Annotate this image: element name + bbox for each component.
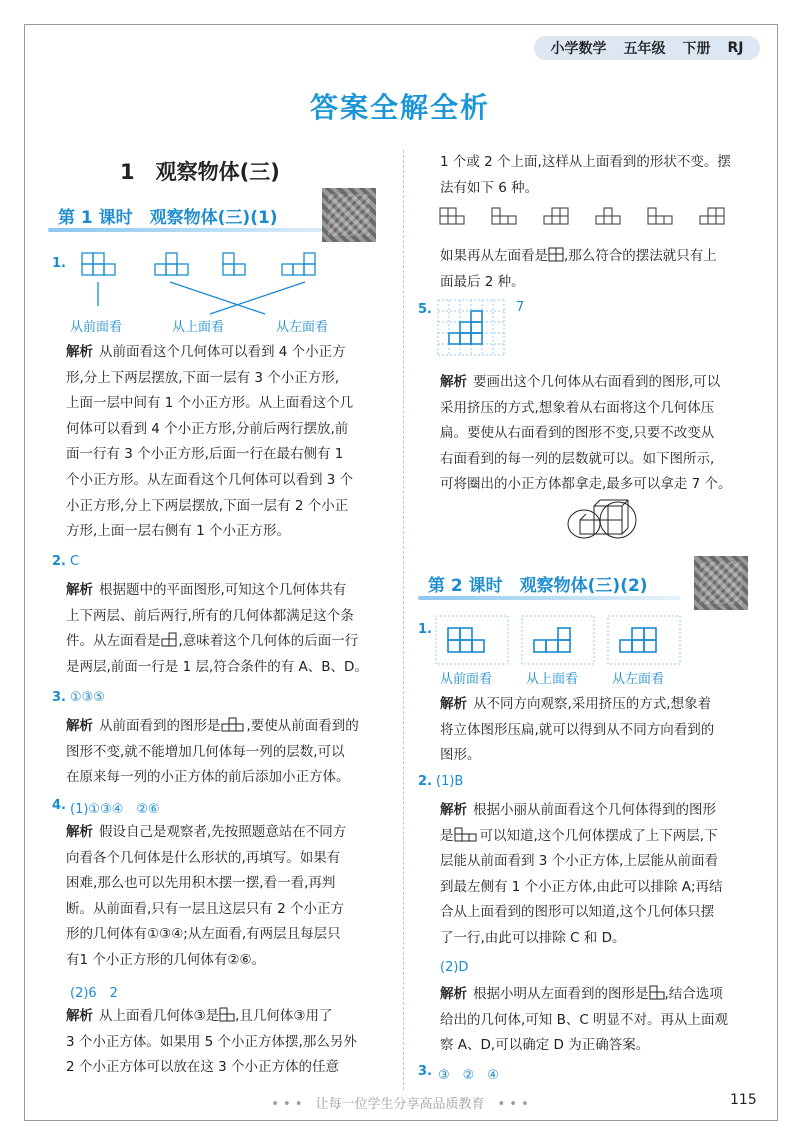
right-continued [440, 150, 770, 201]
analysis-line: ,那么符合的摆法就只有上 [564, 248, 717, 264]
q5-number: 5. [418, 302, 432, 317]
analysis-line: 可将圈出的小正方体都拿走,最多可以拿走 7 个。 [440, 476, 732, 493]
analysis-line: 根据题中的平面图形,可知这个几何体共有 [99, 582, 347, 598]
q1-label-left: 从左面看 [276, 320, 329, 335]
analysis-label: 解析 [66, 824, 93, 840]
l2q3-number: 3. [418, 1064, 432, 1079]
l2q1-views-figure [436, 616, 776, 668]
analysis-line: 给出的几何体,可知 B、C 明显不对。再从上面观 [440, 1011, 729, 1028]
analysis-line: 向看各个几何体是什么形状的,再填写。如果有 [66, 849, 341, 866]
l2q1-label-front: 从前面看 [440, 672, 493, 687]
header-subject: 小学数学 [550, 41, 607, 57]
q4-number: 4. [52, 798, 66, 813]
l2q2-number: 2. [418, 774, 432, 789]
analysis-label: 解析 [66, 344, 93, 360]
analysis-line: 可以知道,这个几何体摆成了上下两层,下 [479, 827, 718, 844]
q2-number: 2. [52, 554, 66, 569]
analysis-line: 面一行有 3 个小正方形,后面一行在最右侧有 1 [66, 446, 344, 463]
header-edition: RJ [727, 40, 744, 56]
analysis-line: ,要使从前面看到的 [246, 718, 359, 734]
analysis-label: 解析 [440, 696, 467, 712]
right-continued-2 [440, 244, 770, 295]
analysis-line: 右面看到的每一列的层数就可以。如下图所示, [440, 450, 715, 467]
small-shape-icon [649, 986, 665, 1000]
analysis-line: 察 A、D,可以确定 D 为正确答案。 [440, 1037, 650, 1054]
q1-analysis [66, 340, 396, 545]
analysis-line: 从前面看这个几何体可以看到 4 个小正方 [99, 344, 346, 360]
l2q2-analysis-2 [440, 982, 770, 1059]
analysis-line: 从上面看几何体③是 [99, 1008, 220, 1024]
q3-answer: ①③⑤ [70, 690, 105, 705]
l2q1-label-top: 从上面看 [526, 672, 579, 687]
analysis-line: 形,分上下两层摆放,下面一层有 3 个小正方形, [66, 369, 340, 386]
l2q2-analysis [440, 798, 770, 952]
analysis-line: 件。从左面看是 [66, 633, 161, 650]
six-arrangements-figure [438, 204, 768, 234]
footer-slogan: • • • 让每一位学生分享高品质教育 • • • [271, 1097, 529, 1112]
header-term: 下册 [682, 41, 711, 57]
q5-grid-figure [438, 300, 508, 358]
analysis-line: 形的几何体有①③④;从左面看,有两层且每层只 [66, 926, 341, 943]
l2q2-answer-2: (2)D [440, 960, 469, 975]
analysis-label: 解析 [440, 802, 467, 818]
small-shape-icon [221, 718, 247, 732]
analysis-line: 图形。 [440, 747, 481, 764]
analysis-line: 断。从前面看,只有一层且这层只有 2 个小正方 [66, 900, 344, 917]
analysis-line: 从不同方向观察,采用挤压的方式,想象着 [473, 696, 712, 712]
q4-analysis [66, 820, 396, 974]
analysis-line: 采用挤压的方式,想象着从右面将这个几何体压 [440, 399, 715, 416]
lesson-1-title [58, 202, 318, 228]
analysis-line: 如果再从左面看是 [440, 248, 548, 264]
q1-label-front: 从前面看 [70, 320, 123, 335]
analysis-line: 图形不变,就不能增加几何体每一列的层数,可以 [66, 743, 345, 760]
analysis-line: 有1 个小正方形的几何体有②⑥。 [66, 951, 266, 968]
analysis-label: 解析 [66, 718, 93, 734]
analysis-line: 扁。要使从右面看到的图形不变,只要不改变从 [440, 425, 715, 442]
analysis-line: 从前面看到的图形是 [99, 718, 221, 734]
q4-answer: (1)①③④ ②⑥ [70, 802, 160, 817]
analysis-label: 解析 [66, 1008, 93, 1024]
small-shape-icon [161, 633, 179, 647]
l2q1-number: 1. [418, 622, 432, 637]
q3-analysis [66, 714, 396, 791]
analysis-line: 是两层,前面一行是 1 层,符合条件的有 A、B、D。 [66, 658, 368, 675]
lesson-2-underline [418, 596, 680, 600]
analysis-line: 法有如下 6 种。 [440, 179, 539, 196]
analysis-line: 根据小明从左面看到的图形是 [473, 986, 649, 1002]
analysis-line: 根据小丽从前面看这个几何体得到的图形 [473, 802, 716, 818]
analysis-line: 1 个或 2 个上面,这样从上面看到的形状不变。摆 [440, 154, 731, 170]
page-number: 115 [730, 1092, 757, 1108]
l2q3-answer: ③ ② ④ [438, 1068, 499, 1083]
q4-analysis-2 [66, 1004, 396, 1081]
q3-number: 3. [52, 690, 66, 705]
q2-analysis [66, 578, 396, 680]
header-pill [534, 36, 760, 60]
section-title: 1 观察物体(三) [120, 160, 280, 184]
analysis-line: 将立体图形压扁,就可以得到从不同方向看到的 [440, 721, 715, 738]
q2-answer: C [70, 554, 80, 569]
header-grade: 五年级 [623, 41, 666, 57]
analysis-line: 了一行,由此可以排除 C 和 D。 [440, 929, 626, 946]
lesson-2-title [428, 570, 688, 596]
analysis-line: 合从上面看到的图形可以知道,这个几何体只摆 [440, 904, 715, 921]
lesson-1-label: 第 1 课时 观察物体(三)(1) [58, 207, 278, 228]
lesson-2-label: 第 2 课时 观察物体(三)(2) [428, 575, 648, 596]
analysis-line: 方形,上面一层右侧有 1 个小正方形。 [66, 523, 290, 540]
l2q1-analysis [440, 692, 770, 769]
analysis-line: ,意味着这个几何体的后面一行 [178, 633, 359, 650]
small-shape-icon [454, 828, 480, 842]
page-title: 答案全解全析 [309, 91, 490, 124]
analysis-line: 困难,那么也可以先用积木摆一摆,看一看,再判 [66, 875, 336, 892]
q1-number: 1. [52, 256, 66, 271]
analysis-label: 解析 [66, 582, 93, 598]
column-divider [403, 150, 404, 1090]
analysis-line: 是 [440, 827, 454, 844]
l2q2-answer: (1)B [436, 774, 464, 789]
qr-code-2 [694, 556, 748, 610]
q5-answer: 7 [516, 300, 525, 315]
q4-answer-2: (2)6 2 [70, 986, 118, 1001]
analysis-line: 3 个小正方体。如果用 5 个小正方体摆,那么另外 [66, 1033, 357, 1050]
l2q1-label-left: 从左面看 [612, 672, 665, 687]
lesson-1-underline [48, 228, 368, 232]
analysis-line: 假设自己是观察者,先按照题意站在不同方 [99, 824, 347, 840]
analysis-line: 要画出这个几何体从右面看到的图形,可以 [473, 374, 721, 390]
qr-code-1 [322, 188, 376, 242]
analysis-line: 上面一层中间有 1 个小正方形。从上面看这个几 [66, 395, 354, 412]
small-shape-icon [219, 1008, 235, 1022]
analysis-line: 到最左侧有 1 个小正方体,由此可以排除 A;再结 [440, 878, 723, 895]
q5-cube-figure [560, 498, 640, 548]
analysis-line: 在原来每一列的小正方体的前后添加小正方体。 [66, 769, 350, 786]
analysis-label: 解析 [440, 374, 467, 390]
q1-label-top: 从上面看 [172, 320, 225, 335]
analysis-line: 何体可以看到 4 个小正方形,分前后两行摆放,前 [66, 420, 349, 437]
analysis-line: 面最后 2 种。 [440, 273, 525, 290]
analysis-line: 个小正方形。从左面看这个几何体可以看到 3 个 [66, 471, 354, 488]
q5-analysis [440, 370, 770, 498]
analysis-line: 上下两层、前后两行,所有的几何体都满足这个条 [66, 607, 354, 624]
analysis-label: 解析 [440, 986, 467, 1002]
analysis-line: 小正方形,分上下两层摆放,下面一层有 2 个小正 [66, 497, 349, 514]
analysis-line: 层能从前面看到 3 个小正方体,上层能从前面看 [440, 853, 718, 870]
analysis-line: ,结合选项 [664, 986, 723, 1002]
analysis-line: 2 个小正方体可以放在这 3 个小正方体的任意 [66, 1059, 340, 1076]
small-shape-icon [548, 248, 564, 262]
analysis-line: ,且几何体③用了 [235, 1008, 333, 1024]
